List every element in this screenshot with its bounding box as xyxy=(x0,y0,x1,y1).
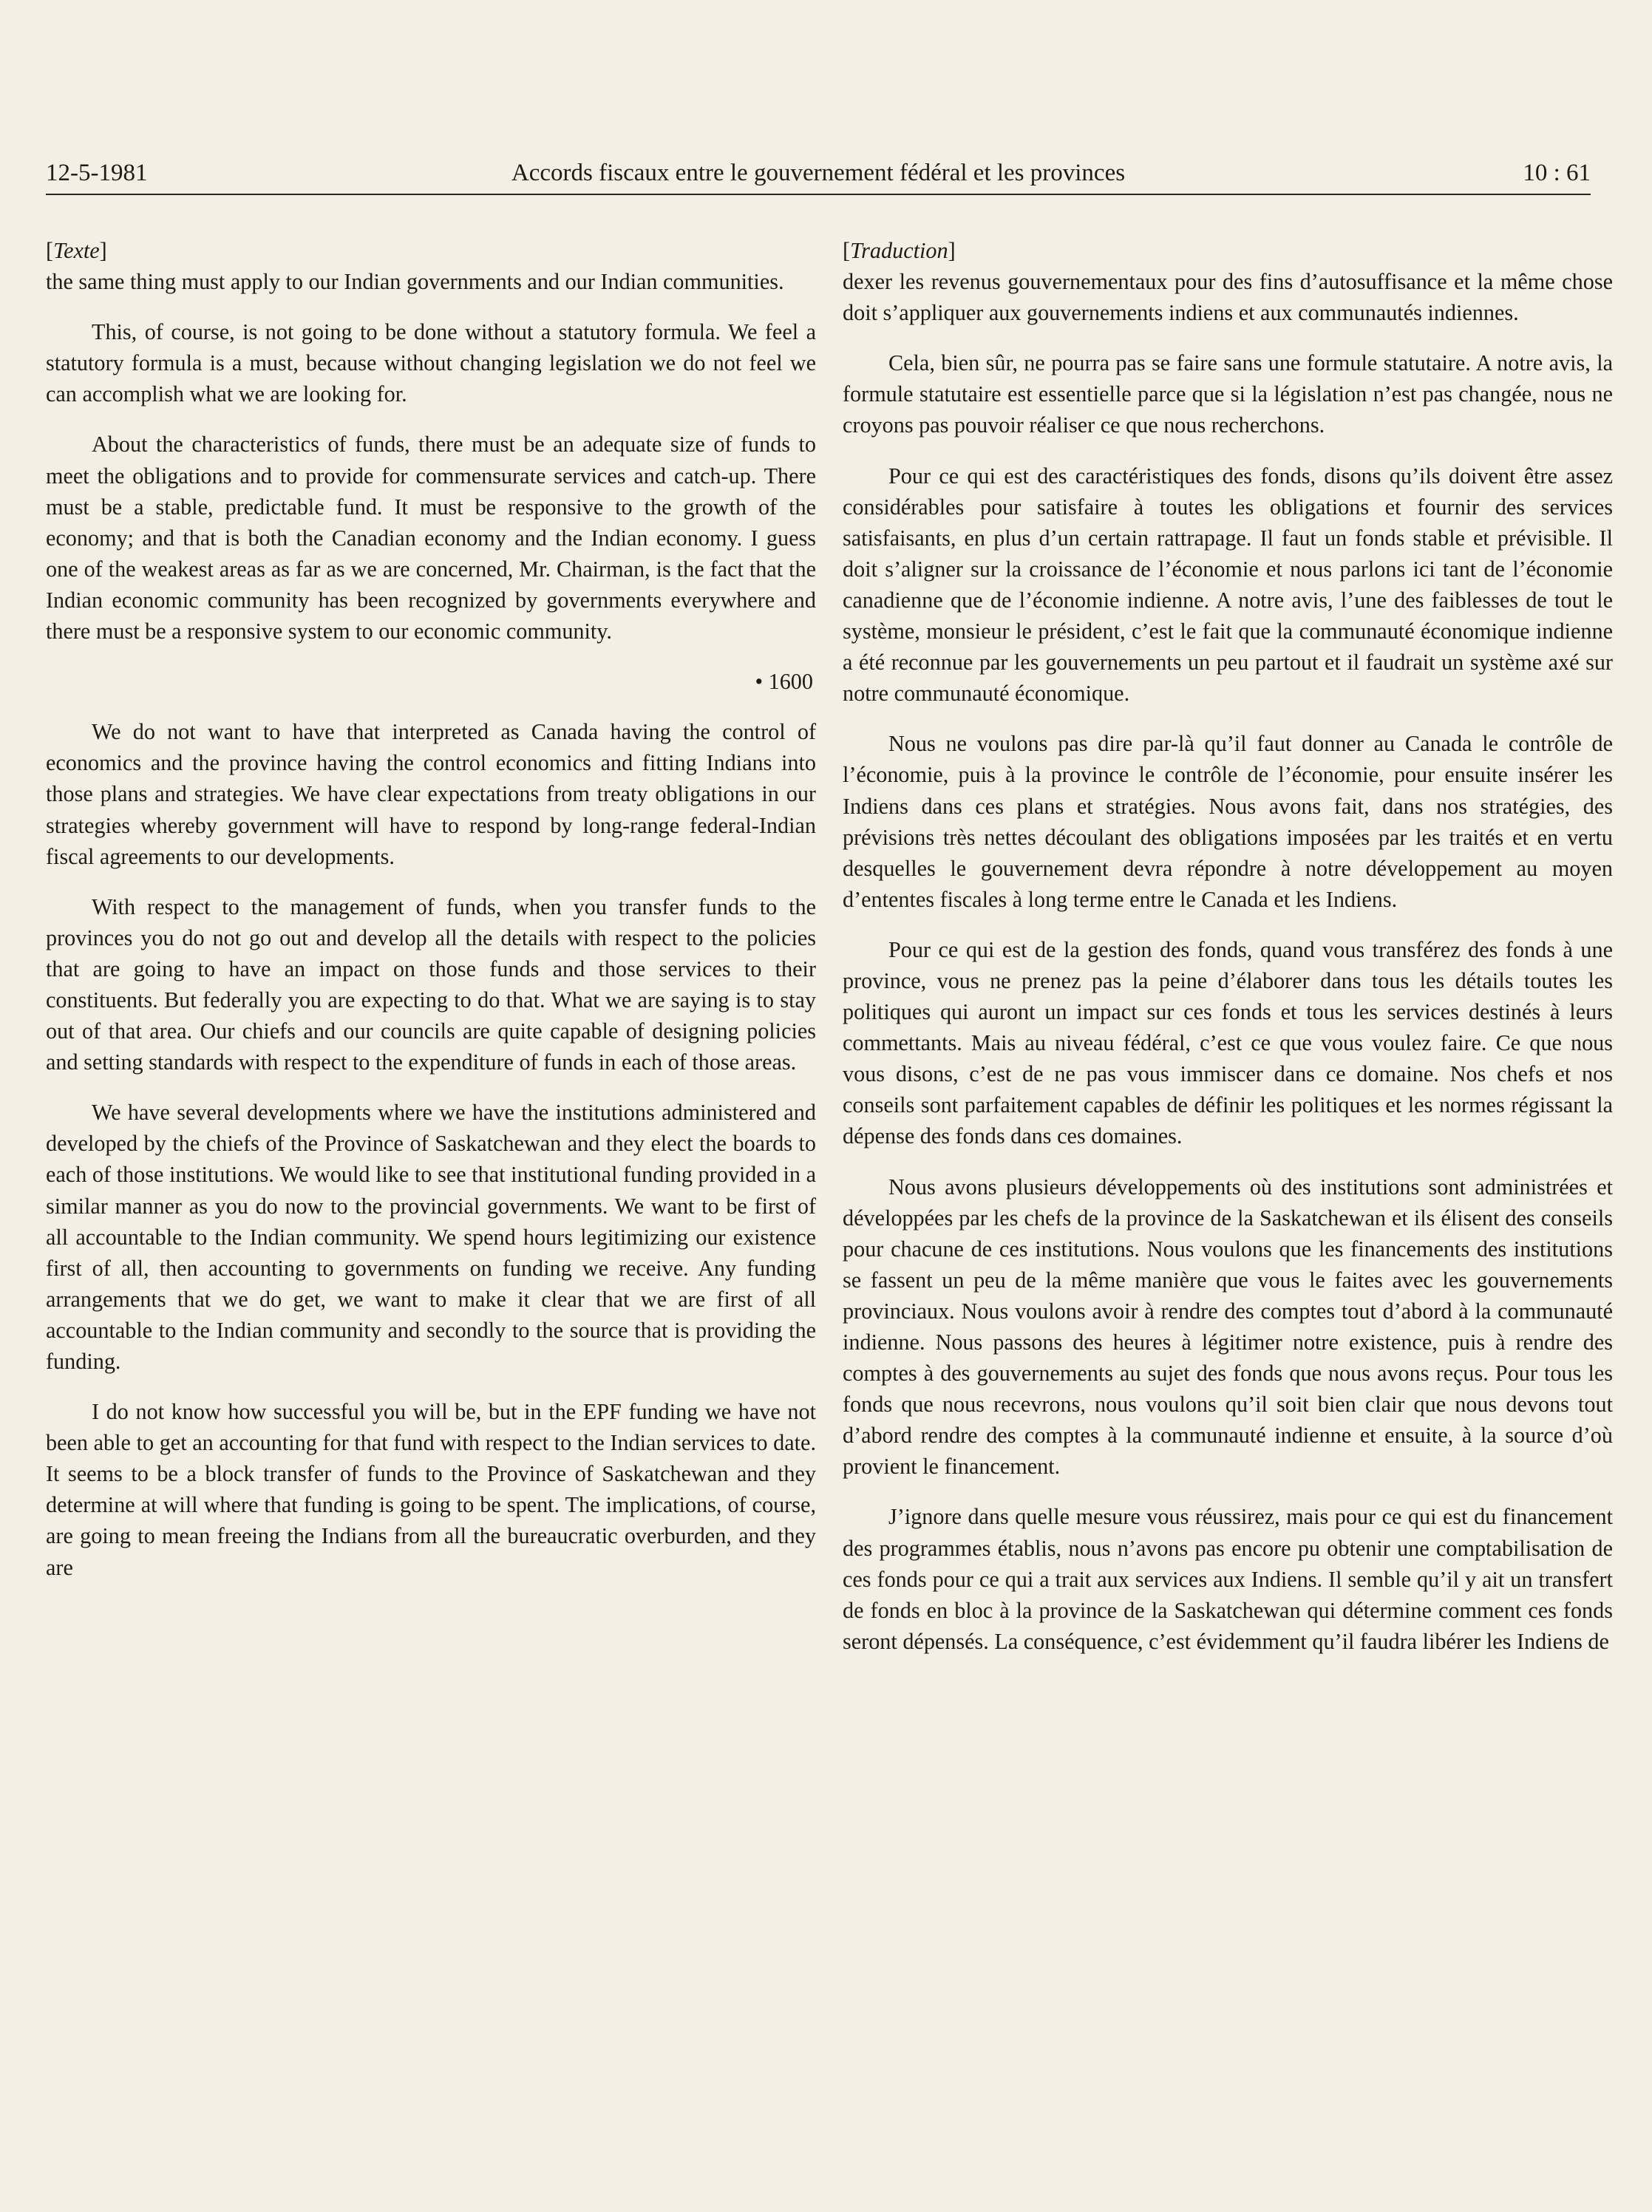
header-title: Accords fiscaux entre le gouvernement fédéral et les provinces xyxy=(511,160,1126,186)
label-bracket-open: [ xyxy=(843,238,851,263)
paragraph: I do not know how successful you will be, but in the EPF funding we have not been able to get an accounting for that fund with respect to the Indian services to date. It seems to be a block transfer of funds to the Province of Saskatchewan and they determine at will where that funding is going to be spent. The implications, of course, are going to mean freeing the Indians from all the bureaucratic overburden, and they are xyxy=(46,1399,816,1580)
paragraph: dexer les revenus gouvernementaux pour des fins d’autosuffisance et la même chose doit s’appliquer aux gouvernements indiens et aux communautés indiennes. xyxy=(843,269,1613,326)
header-page-number: 10 : 61 xyxy=(1523,160,1591,186)
french-column xyxy=(843,235,1613,1676)
time-marker: • 1600 xyxy=(755,669,813,695)
header-rule xyxy=(46,194,1591,195)
section-label-texte xyxy=(46,235,816,266)
label-bracket-close: ] xyxy=(99,238,107,263)
paragraph: With respect to the management of funds, when you transfer funds to the provinces you do not go out and develop all the details with respect to the policies that are going to have an impact on those funds and those services to their constituents. But federally you are expecting to do that. What we are saying is to stay out of that area. Our chiefs and our councils are quite capable of designing policies and setting standards with respect to the expenditure of funds in each of those areas. xyxy=(46,894,816,1075)
paragraph: Pour ce qui est des caractéristiques des fonds, disons qu’ils doivent être assez considérables pour satisfaire à toutes les obligations et fournir des services satisfaisants, en plus d’un certain rattrapage. Il faut un fonds stable et prévisible. Il doit s’aligner sur la croissance de l’économie et nous parlons ici tant de l’économie canadienne que de l’économie indienne. A notre avis, l’une des faiblesses de tout le système, monsieur le président, c’est le fait que la communauté économique indienne a été reconnue par les gouvernements un peu partout et il faudrait un système axé sur notre communauté économique. xyxy=(843,463,1613,707)
label-text: Traduction xyxy=(850,238,948,263)
paragraph: This, of course, is not going to be done without a statutory formula. We feel a statutory formula is a must, because without changing legislation we do not feel we can accomplish what we are looking for. xyxy=(46,319,816,407)
running-header xyxy=(46,155,1591,192)
paragraph: We have several developments where we have the institutions administered and developed by the chiefs of the Province of Saskatchewan and they elect the boards to each of those institutions. We would like to see that institutional funding provided in a similar manner as you do now to the provincial governments. We want to be first of all accountable to the Indian community. We spend hours legitimizing our existence first of all, then accounting to governments on funding we receive. Any funding arrangements that we do get, we want to make it clear that we are first of all accountable to the Indian community and secondly to the source that is providing the funding. xyxy=(46,1100,816,1374)
label-bracket-close: ] xyxy=(948,238,956,263)
paragraph: We do not want to have that interpreted as Canada having the control of economics and the province having the control economics and fitting Indians into those plans and strategies. We have clear expectations from treaty obligations in our strategies whereby government will have to respond by long-range federal-Indian fiscal agreements to our developments. xyxy=(46,719,816,869)
paragraph: About the characteristics of funds, there must be an adequate size of funds to meet the obligations and to provide for commensurate services and catch-up. There must be a stable, predictable fund. It must be responsive to the growth of the economy; and that is both the Canadian economy and the Indian economy. I guess one of the weakest areas as far as we are concerned, Mr. Chairman, is the fact that the Indian economic community has been recognized by governments everywhere and there must be a responsive system to our economic community. xyxy=(46,432,816,644)
paragraph: Cela, bien sûr, ne pourra pas se faire sans une formule statutaire. A notre avis, la formule statutaire est essentielle parce que si la législation n’est pas changée, nous ne croyons pas pouvoir réaliser ce que nous recherchons. xyxy=(843,350,1613,438)
paragraph: the same thing must apply to our Indian governments and our Indian communities. xyxy=(46,269,784,295)
label-bracket-open: [ xyxy=(46,238,54,263)
english-column xyxy=(46,235,816,1602)
section-label-traduction xyxy=(843,235,1613,266)
label-text: Texte xyxy=(53,238,100,263)
paragraph: Nous ne voulons pas dire par-là qu’il faut donner au Canada le contrôle de l’économie, puis à la province le contrôle de l’économie, pour ensuite insérer les Indiens dans ces plans et stratégies. Nous avons fait, dans nos stratégies, des prévisions très nettes découlant des obligations imposées par les traités et en vertu desquelles le gouvernement devra répondre à notre développement au moyen d’ententes fiscales à long terme entre le Canada et les Indiens. xyxy=(843,731,1613,912)
paragraph: J’ignore dans quelle mesure vous réussirez, mais pour ce qui est du financement des programmes établis, nous n’avons pas encore pu obtenir une comptabilisation de ces fonds pour ce qui a trait aux services aux Indiens. Il semble qu’il y ait un transfert de fonds en bloc à la province de la Saskatchewan qui détermine comment ces fonds seront dépensés. La conséquence, c’est évidemment qu’il faudra libérer les Indiens de xyxy=(843,1504,1613,1654)
paragraph: Pour ce qui est de la gestion des fonds, quand vous transférez des fonds à une province, vous ne prenez pas la peine d’élaborer dans tous les détails toutes les politiques qui auront un impact sur ces fonds et tous les services destinés à leurs commettants. Mais au niveau fédéral, c’est ce que vous voulez faire. Ce que nous vous disons, c’est de ne pas vous immiscer dans ce domaine. Nos chefs et nos conseils sont parfaitement capables de définir les politiques et les normes régissant la dépense des fonds dans ces domaines. xyxy=(843,936,1613,1149)
paragraph: Nous avons plusieurs développements où des institutions sont administrées et développées par les chefs de la province de la Saskatchewan et ils élisent des conseils pour chacune de ces institutions. Nous voulons que les financements des institutions se fassent un peu de la même manière que vous le faites avec les gouvernements provinciaux. Nous voulons avoir à rendre des comptes tout d’abord à la communauté indienne. Nous passons des heures à légitimer notre existence, puis à rendre des comptes à des gouvernements au sujet des fonds que nous avons reçus. Pour tous les fonds que nous recevrons, nous voulons qu’il soit bien clair que nous devons tout d’abord rendre des comptes à la communauté indienne et ensuite, à la source d’où provient le financement. xyxy=(843,1174,1613,1480)
header-date: 12-5-1981 xyxy=(46,160,148,186)
